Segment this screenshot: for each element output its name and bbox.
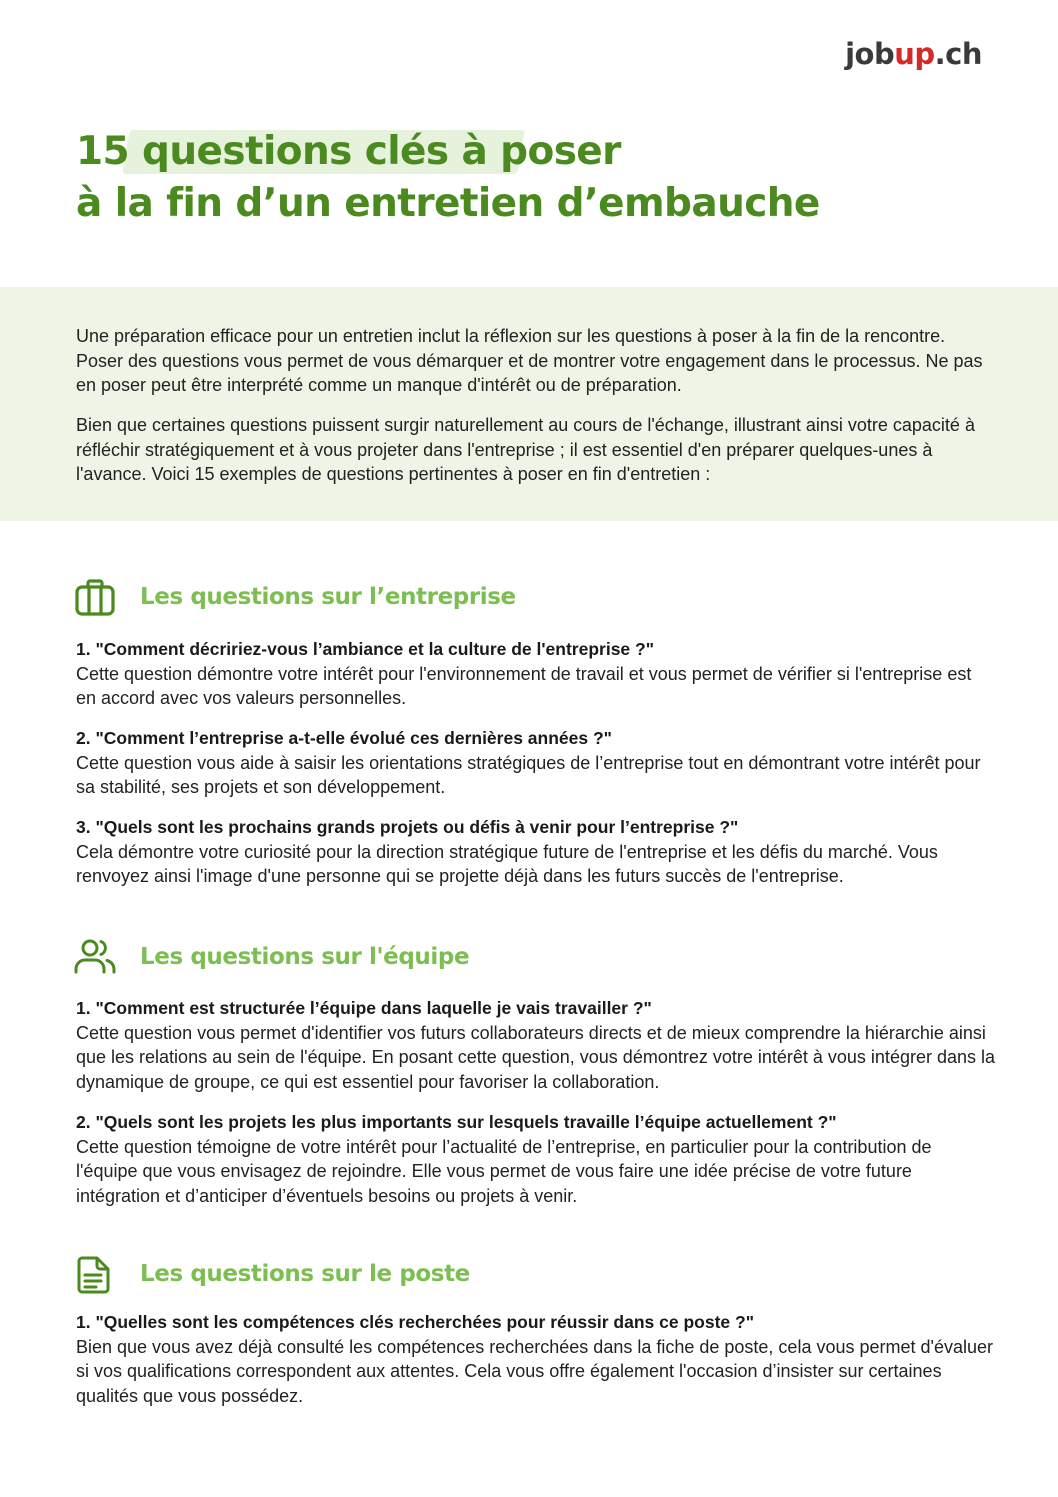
section-entreprise-title: Les questions sur l’entreprise [140,584,516,610]
question-entreprise-3 [76,815,996,889]
question-title: 3. "Quels sont les prochains grands projets ou défis à venir pour l’entreprise ?" [76,817,739,837]
question-equipe-1 [76,996,996,1094]
question-text: Cette question témoigne de votre intérêt pour l’actualité de l’entreprise, en particulier pour la contribution de l'équipe que vous envisagez de rejoindre. Elle vous permet de vous faire une idée précise de votre future intégration et d’anticiper d’éventuels besoins ou projets à venir. [76,1136,932,1206]
section-poste-header [74,1255,674,1295]
question-title: 2. "Quels sont les projets les plus importants sur lesquels travaille l’équipe actuellement ?" [76,1112,837,1132]
question-entreprise-2 [76,726,996,800]
team-icon [74,938,116,978]
question-title: 1. "Comment est structurée l’équipe dans laquelle je vais travailler ?" [76,998,652,1018]
question-text: Cela démontre votre curiosité pour la direction stratégique future de l'entreprise et les défis du marché. Vous renvoyez ainsi l'image d'une personne qui se projette déjà dans les futurs succès de l'entreprise. [76,841,938,886]
question-entreprise-1 [76,637,996,711]
logo-domain: .ch [934,37,982,71]
logo-up: up [894,37,935,71]
question-poste-1 [76,1310,996,1408]
jobup-logo [845,37,982,71]
title-line-1-text: 15 questions clés à poser [76,129,621,174]
question-title: 2. "Comment l’entreprise a-t-elle évolué ces dernières années ?" [76,728,612,748]
briefcase-icon [74,578,116,618]
intro-box [0,287,1058,521]
section-equipe-header [74,938,674,978]
document-icon [74,1255,116,1295]
question-text: Bien que vous avez déjà consulté les compétences recherchées dans la fiche de poste, cela vous permet d'évaluer si vos qualifications correspondent aux attentes. Cela vous offre également l'occasion d’insister sur certaines qualités que vous possédez. [76,1336,993,1406]
intro-paragraph-2: Bien que certaines questions puissent surgir naturellement au cours de l'échange, illustrant ainsi votre capacité à réfléchir stratégiquement et à vous projeter dans l'entreprise ; il est essentiel d'en préparer quelques-unes à l'avance. Voici 15 exemples de questions pertinentes à poser en fin d'entretien : [76,415,975,484]
question-equipe-2 [76,1110,996,1208]
page-title [76,126,976,230]
section-poste-title: Les questions sur le poste [140,1261,470,1287]
question-text: Cette question démontre votre intérêt pour l'environnement de travail et vous permet de vérifier si l'entreprise est en accord avec vos valeurs personnelles. [76,663,972,708]
question-title: 1. "Quelles sont les compétences clés recherchées pour réussir dans ce poste ?" [76,1312,754,1332]
question-text: Cette question vous permet d'identifier vos futurs collaborateurs directs et de mieux comprendre la hiérarchie ainsi que les relations au sein de l'équipe. En posant cette question, vous démontrez votre intérêt à vous intégrer dans la dynamique de groupe, ce qui est essentiel pour favoriser la collaboration. [76,1022,996,1092]
section-equipe-title: Les questions sur l'équipe [140,944,470,970]
section-entreprise-header [74,578,674,618]
title-line-2: à la fin d’un entretien d’embauche [76,181,820,226]
intro-paragraph-1: Une préparation efficace pour un entretien inclut la réflexion sur les questions à poser à la fin de la rencontre. Poser des questions vous permet de vous démarquer et de montrer votre engagement dans le processus. Ne pas en poser peut être interprété comme un manque d'intérêt ou de préparation. [76,326,983,395]
question-title: 1. "Comment décririez-vous l’ambiance et la culture de l'entreprise ?" [76,639,655,659]
question-text: Cette question vous aide à saisir les orientations stratégiques de l’entreprise tout en démontrant votre intérêt pour sa stabilité, ses projets et son développement. [76,752,981,797]
logo-job: job [845,37,895,71]
title-line-1 [76,126,976,178]
